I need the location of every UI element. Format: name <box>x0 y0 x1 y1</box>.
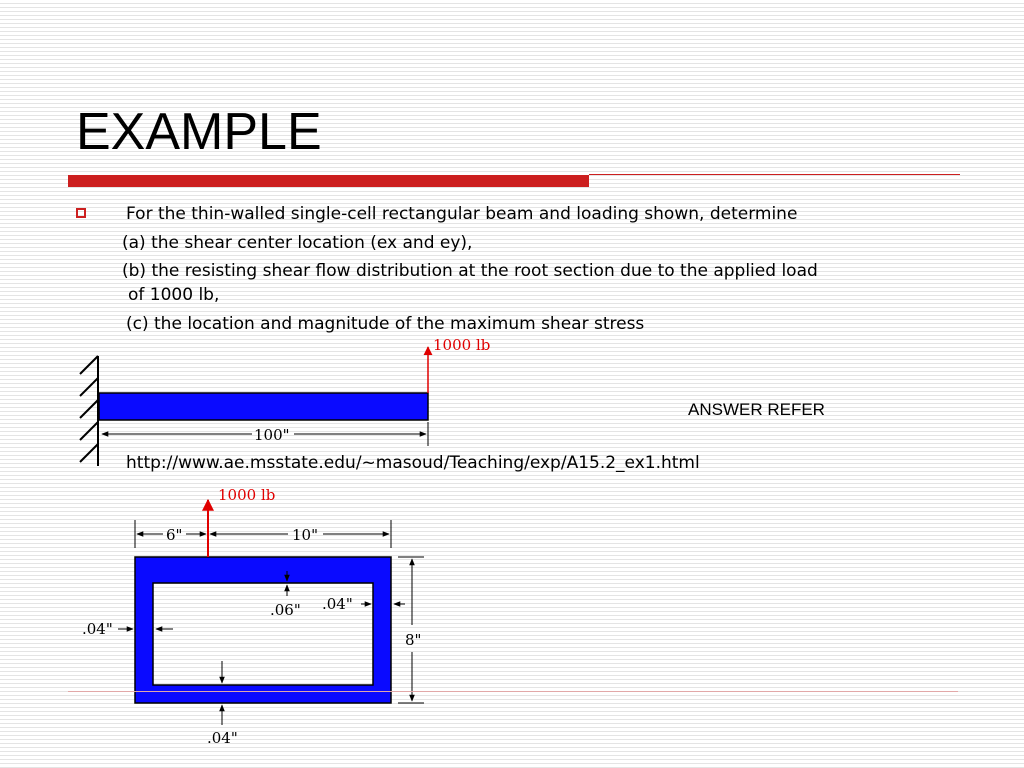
thick-left-label: .04" <box>82 620 113 638</box>
dim-6-label: 6" <box>166 526 183 544</box>
box-section <box>135 557 391 703</box>
problem-part-a: (a) the shear center location (ex and ey), <box>122 233 473 253</box>
answer-url-link[interactable]: http://www.ae.msstate.edu/~masoud/Teaching/exp/A15.2_ex1.html <box>126 453 700 473</box>
thick-right-label: .04" <box>322 595 353 613</box>
section-load-label: 1000 lb <box>218 486 276 504</box>
beam-length-label: 100" <box>254 426 290 444</box>
cross-section-figure <box>82 486 424 747</box>
dim-height-label: 8" <box>405 631 422 649</box>
cantilever-beam-figure <box>80 336 490 466</box>
thick-top-label: .06" <box>270 601 301 619</box>
problem-intro: For the thin-walled single-cell rectangular beam and loading shown, determine <box>126 204 798 224</box>
slide-title: EXAMPLE <box>76 103 322 161</box>
problem-part-b-line2: of 1000 lb, <box>128 285 220 305</box>
thick-bottom-label: .04" <box>207 729 238 747</box>
beam-load-label: 1000 lb <box>433 336 491 354</box>
wall-hatch <box>80 356 98 462</box>
problem-part-c: (c) the location and magnitude of the maximum shear stress <box>126 314 645 334</box>
dim-10-label: 10" <box>292 526 318 544</box>
problem-part-b-line1: (b) the resisting shear flow distribution at the root section due to the applied load <box>122 261 818 281</box>
beam-body <box>99 393 428 420</box>
footer-divider <box>68 691 958 692</box>
answer-refer-label: ANSWER REFER <box>688 400 825 419</box>
